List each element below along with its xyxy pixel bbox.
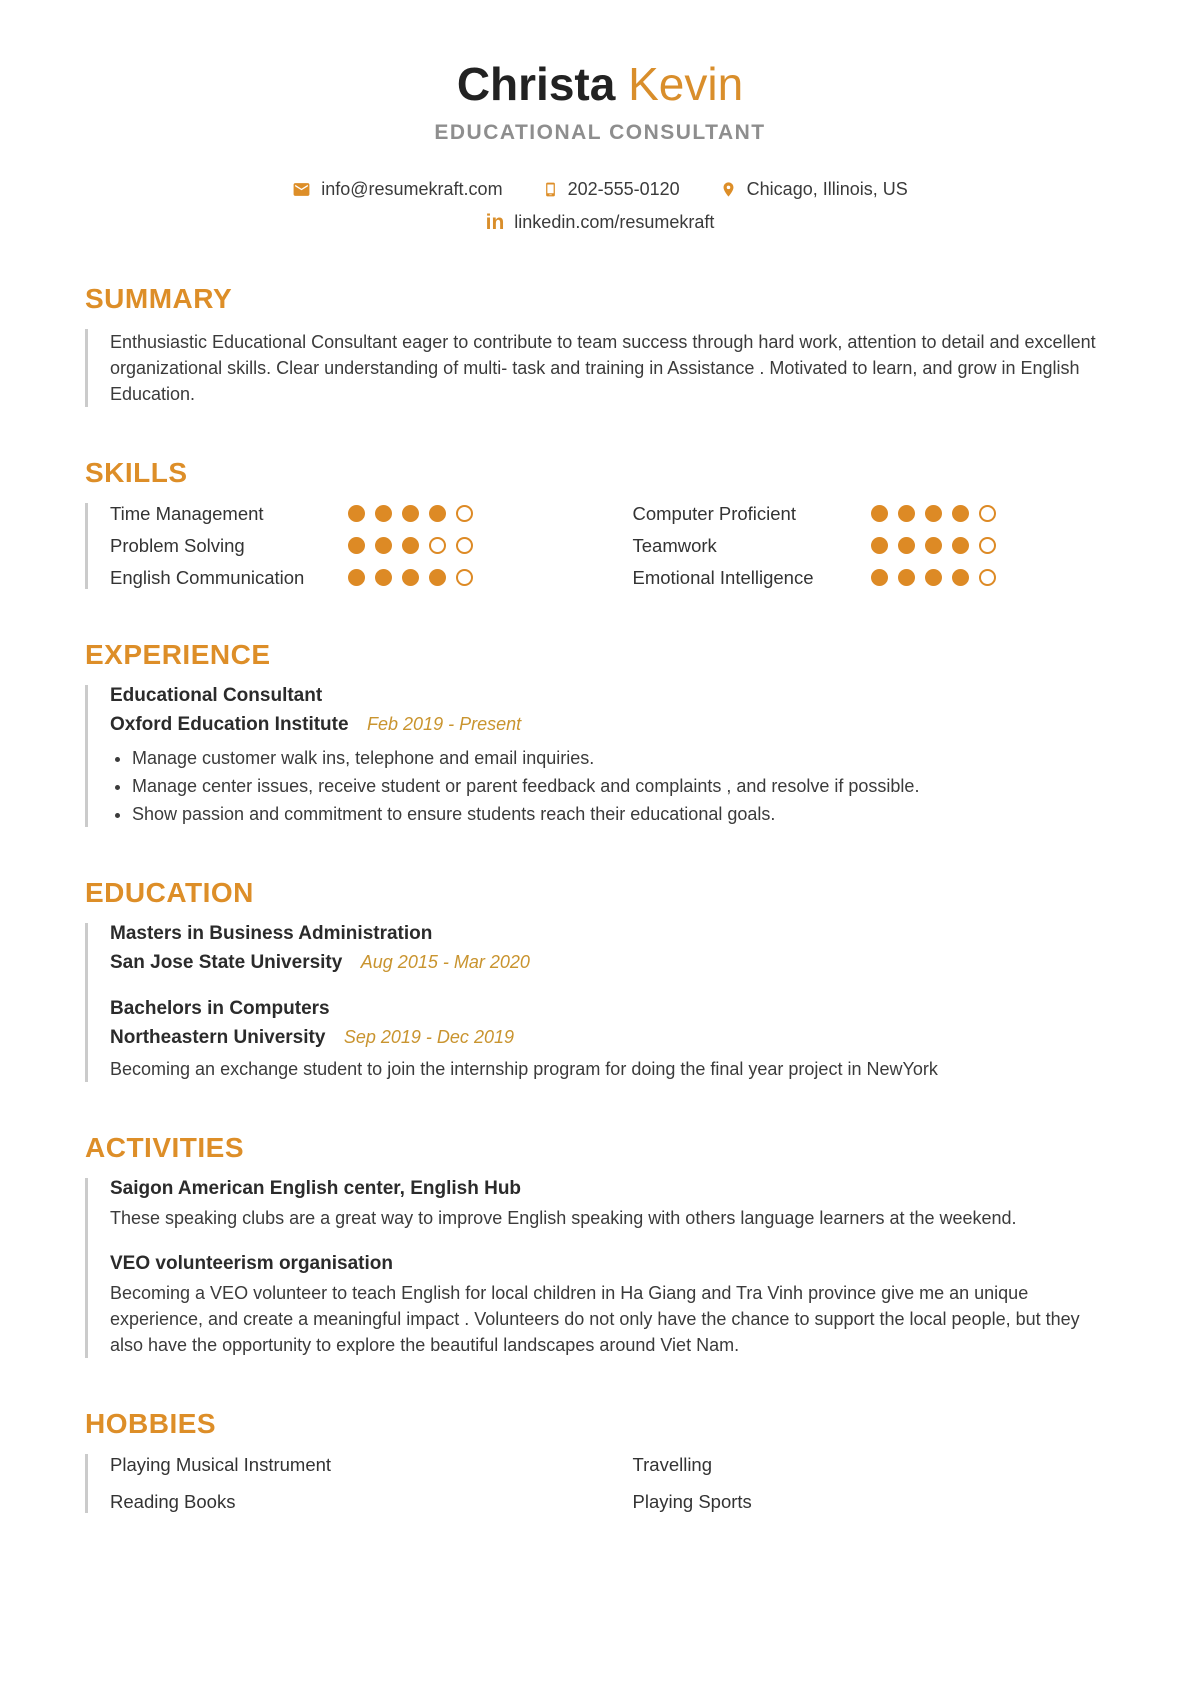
section-activities — [85, 1132, 1115, 1358]
contact-location — [720, 179, 908, 200]
hobby-item: Reading Books — [110, 1490, 236, 1512]
education-note: Becoming an exchange student to join the internship program for doing the final year project in NewYork — [110, 1058, 938, 1079]
rating-dot-filled — [348, 505, 365, 522]
activity-name: Saigon American English center, English Hub — [110, 1177, 522, 1199]
linkedin-icon: in — [485, 210, 505, 234]
rating-dot-filled — [402, 505, 419, 522]
activity-description: These speaking clubs are a great way to improve English speaking with others language learners at the weekend. — [110, 1207, 1017, 1228]
skill-rating — [871, 505, 996, 522]
activity-description: Becoming a VEO volunteer to teach English for local children in Ha Giang and Tra Vinh province give me an unique experience, and create a meaningful impact . Volunteers do not only have the chance to support the local people, but they also have the opportunity to explore the beautiful landscapes around Viet Nam. — [110, 1282, 1080, 1355]
education-degree: Masters in Business Administration — [110, 922, 433, 944]
education-degree: Bachelors in Computers — [110, 997, 330, 1019]
contact-location-text: Chicago, Illinois, US — [746, 178, 908, 199]
hobbies-body — [85, 1454, 1115, 1513]
rating-dot-filled — [348, 569, 365, 586]
hobby-item: Travelling — [632, 1453, 713, 1475]
rating-dot-filled — [375, 537, 392, 554]
activity-entry-veo — [110, 1253, 1115, 1358]
rating-dot-empty — [456, 505, 473, 522]
rating-dot-filled — [402, 537, 419, 554]
experience-company: Oxford Education Institute — [110, 713, 349, 735]
contact-email — [292, 179, 502, 200]
contact-phone — [543, 179, 680, 200]
rating-dot-filled — [898, 505, 915, 522]
rating-dot-filled — [375, 569, 392, 586]
location-icon — [720, 179, 737, 200]
rating-dot-filled — [952, 569, 969, 586]
contact-email-text: info@resumekraft.com — [321, 178, 503, 199]
activity-entry-english-hub — [110, 1178, 1115, 1231]
rating-dot-filled — [925, 505, 942, 522]
experience-title: EXPERIENCE — [85, 638, 271, 670]
skill-rating — [348, 537, 473, 554]
hobby-item: Playing Musical Instrument — [110, 1453, 332, 1475]
section-hobbies — [85, 1408, 1115, 1513]
skill-rating — [348, 569, 473, 586]
rating-dot-filled — [375, 505, 392, 522]
skill-rating — [871, 569, 996, 586]
section-skills — [85, 457, 1115, 589]
experience-dates: Feb 2019 - Present — [367, 713, 522, 734]
skill-name: Computer Proficient — [632, 502, 796, 524]
skill-row-problem-solving — [110, 535, 593, 557]
candidate-job-title: EDUCATIONAL CONSULTANT — [434, 120, 766, 144]
rating-dot-empty — [456, 569, 473, 586]
section-education — [85, 877, 1115, 1082]
contact-row-secondary — [85, 212, 1115, 233]
hobbies-grid — [110, 1454, 1115, 1513]
experience-bullet: • Show passion and commitment to ensure students reach their educational goals. — [132, 801, 1115, 827]
rating-dot-filled — [898, 569, 915, 586]
experience-bullet: • Manage center issues, receive student or parent feedback and complaints , and resolve if possible. — [132, 773, 1115, 799]
candidate-first-name: Christa — [456, 58, 616, 110]
rating-dot-empty — [429, 537, 446, 554]
email-icon — [292, 180, 311, 199]
experience-role: Educational Consultant — [110, 684, 323, 706]
rating-dot-filled — [952, 537, 969, 554]
skill-name: Teamwork — [632, 534, 717, 556]
rating-dot-filled — [402, 569, 419, 586]
education-school: San Jose State University — [110, 951, 343, 973]
section-summary — [85, 283, 1115, 407]
skills-grid — [110, 503, 1115, 589]
rating-dot-filled — [925, 569, 942, 586]
contact-phone-text: 202-555-0120 — [567, 178, 680, 199]
rating-dot-filled — [952, 505, 969, 522]
summary-text: Enthusiastic Educational Consultant eager to contribute to team success through hard work, attention to detail and excellent organizational skills. Clear understanding of multi- task and training in Assistance . Motivated to learn, and grow in English Education. — [110, 331, 1096, 404]
education-dates: Sep 2019 - Dec 2019 — [343, 1026, 514, 1047]
education-school-line — [110, 952, 1115, 974]
experience-company-line — [110, 714, 1115, 736]
rating-dot-empty — [979, 505, 996, 522]
experience-bullet: • Manage customer walk ins, telephone and email inquiries. — [132, 745, 1115, 771]
skill-name: Time Management — [110, 502, 264, 524]
experience-bullets — [110, 745, 1115, 827]
section-experience — [85, 639, 1115, 827]
skill-row-emotional-intelligence — [633, 567, 1116, 589]
education-body — [85, 923, 1115, 1082]
phone-icon — [543, 179, 558, 200]
activities-title: ACTIVITIES — [85, 1131, 245, 1163]
education-school: Northeastern University — [110, 1026, 326, 1048]
skill-row-english-communication — [110, 567, 593, 589]
resume-header — [85, 58, 1115, 233]
rating-dot-filled — [429, 569, 446, 586]
contact-linkedin-text: linkedin.com/resumekraft — [514, 211, 715, 232]
activity-name: VEO volunteerism organisation — [110, 1252, 393, 1274]
hobby-item: Playing Sports — [632, 1490, 752, 1512]
experience-entry — [110, 685, 1115, 827]
rating-dot-filled — [871, 537, 888, 554]
contact-row-primary — [85, 179, 1115, 200]
hobbies-title: HOBBIES — [85, 1407, 217, 1439]
candidate-name — [85, 58, 1115, 111]
rating-dot-empty — [456, 537, 473, 554]
rating-dot-filled — [871, 569, 888, 586]
skill-row-time-management — [110, 503, 593, 525]
summary-body — [85, 329, 1115, 407]
contact-linkedin — [486, 212, 715, 233]
activities-body — [85, 1178, 1115, 1358]
rating-dot-empty — [979, 569, 996, 586]
education-school-line — [110, 1027, 1115, 1049]
skills-body — [85, 503, 1115, 589]
skill-name: Problem Solving — [110, 534, 245, 556]
education-entry-masters — [110, 923, 1115, 974]
summary-title: SUMMARY — [85, 282, 233, 314]
candidate-last-name: Kevin — [628, 58, 744, 110]
rating-dot-filled — [871, 505, 888, 522]
skill-row-computer-proficient — [633, 503, 1116, 525]
experience-body — [85, 685, 1115, 827]
education-dates: Aug 2015 - Mar 2020 — [360, 951, 530, 972]
skill-rating — [871, 537, 996, 554]
skill-name: English Communication — [110, 566, 305, 588]
rating-dot-empty — [979, 537, 996, 554]
skill-rating — [348, 505, 473, 522]
rating-dot-filled — [925, 537, 942, 554]
skills-title: SKILLS — [85, 456, 188, 488]
education-title: EDUCATION — [85, 876, 254, 908]
skill-name: Emotional Intelligence — [632, 566, 814, 588]
rating-dot-filled — [429, 505, 446, 522]
rating-dot-filled — [898, 537, 915, 554]
education-entry-bachelors — [110, 998, 1115, 1082]
rating-dot-filled — [348, 537, 365, 554]
skill-row-teamwork — [633, 535, 1116, 557]
